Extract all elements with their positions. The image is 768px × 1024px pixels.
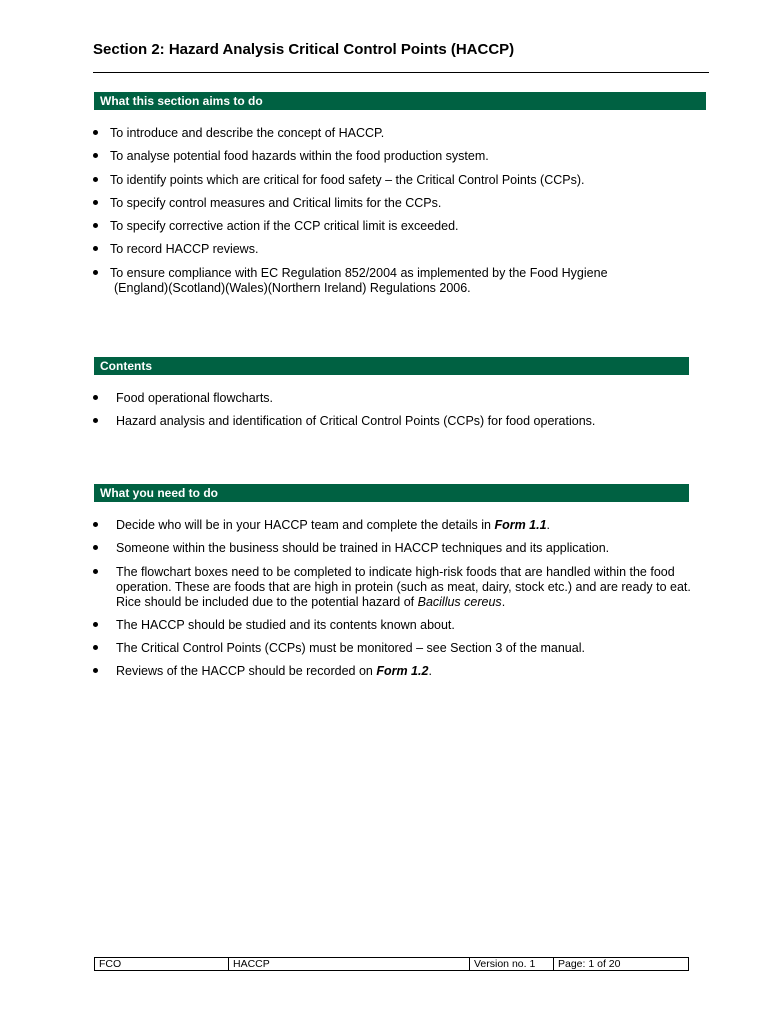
bullet-icon — [93, 668, 98, 673]
footer-org: FCO — [95, 958, 229, 971]
bullet-icon — [93, 177, 98, 182]
bullet-icon — [93, 153, 98, 158]
bullet-icon — [93, 246, 98, 251]
list-item: To record HACCP reviews. — [93, 242, 713, 257]
todo-section-header: What you need to do — [94, 484, 689, 502]
bullet-icon — [93, 395, 98, 400]
list-item: Food operational flowcharts. — [93, 391, 713, 406]
bacteria-name: Bacillus cereus — [417, 594, 502, 609]
list-item: To identify points which are critical for food safety – the Critical Control Points (CCPs). — [93, 173, 713, 188]
bullet-icon — [93, 622, 98, 627]
list-item: The Critical Control Points (CCPs) must be monitored – see Section 3 of the manual. — [93, 641, 713, 656]
contents-list — [93, 391, 713, 438]
footer-table — [94, 957, 689, 971]
list-item: Someone within the business should be trained in HACCP techniques and its application. — [93, 541, 713, 556]
bullet-icon — [93, 522, 98, 527]
list-item: Decide who will be in your HACCP team and complete the details in Form 1.1. — [93, 518, 713, 533]
footer-version: Version no. 1 — [470, 958, 554, 971]
contents-section-header: Contents — [94, 357, 689, 375]
aims-list — [93, 126, 713, 304]
title-divider — [93, 72, 709, 73]
list-item: To ensure compliance with EC Regulation 852/2004 as implemented by the Food Hygiene (England)(Scotland)(Wales)(Northern Ireland) Regulations 2006. — [93, 266, 713, 296]
form-reference: Form 1.1 — [494, 518, 547, 532]
bullet-icon — [93, 418, 98, 423]
list-item: Hazard analysis and identification of Critical Control Points (CCPs) for food operations. — [93, 414, 713, 429]
bullet-icon — [93, 130, 98, 135]
list-item: The HACCP should be studied and its contents known about. — [93, 618, 713, 633]
footer-page: Page: 1 of 20 — [554, 958, 689, 971]
bullet-icon — [93, 200, 98, 205]
list-item: To introduce and describe the concept of HACCP. — [93, 126, 713, 141]
bullet-icon — [93, 270, 98, 275]
bullet-icon — [93, 223, 98, 228]
bullet-icon — [93, 545, 98, 550]
list-item: To specify control measures and Critical limits for the CCPs. — [93, 196, 713, 211]
list-item: Reviews of the HACCP should be recorded on Form 1.2. — [93, 664, 713, 679]
todo-list — [93, 518, 713, 688]
bullet-icon — [93, 569, 98, 574]
footer-doc: HACCP — [229, 958, 470, 971]
list-item: To specify corrective action if the CCP critical limit is exceeded. — [93, 219, 713, 234]
aims-section-header: What this section aims to do — [94, 92, 706, 110]
form-reference: Form 1.2 — [376, 664, 429, 679]
bullet-icon — [93, 645, 98, 650]
page-title: Section 2: Hazard Analysis Critical Control Points (HACCP) — [93, 41, 515, 58]
list-item: To analyse potential food hazards within the food production system. — [93, 149, 713, 164]
list-item: The flowchart boxes need to be completed to indicate high-risk foods that are handled within the food operation. These are foods that are high in protein (such as meat, dairy, stock etc.) and are ready to eat. Rice should be included due to the potential hazard of Bacillus cereus. — [93, 565, 713, 610]
